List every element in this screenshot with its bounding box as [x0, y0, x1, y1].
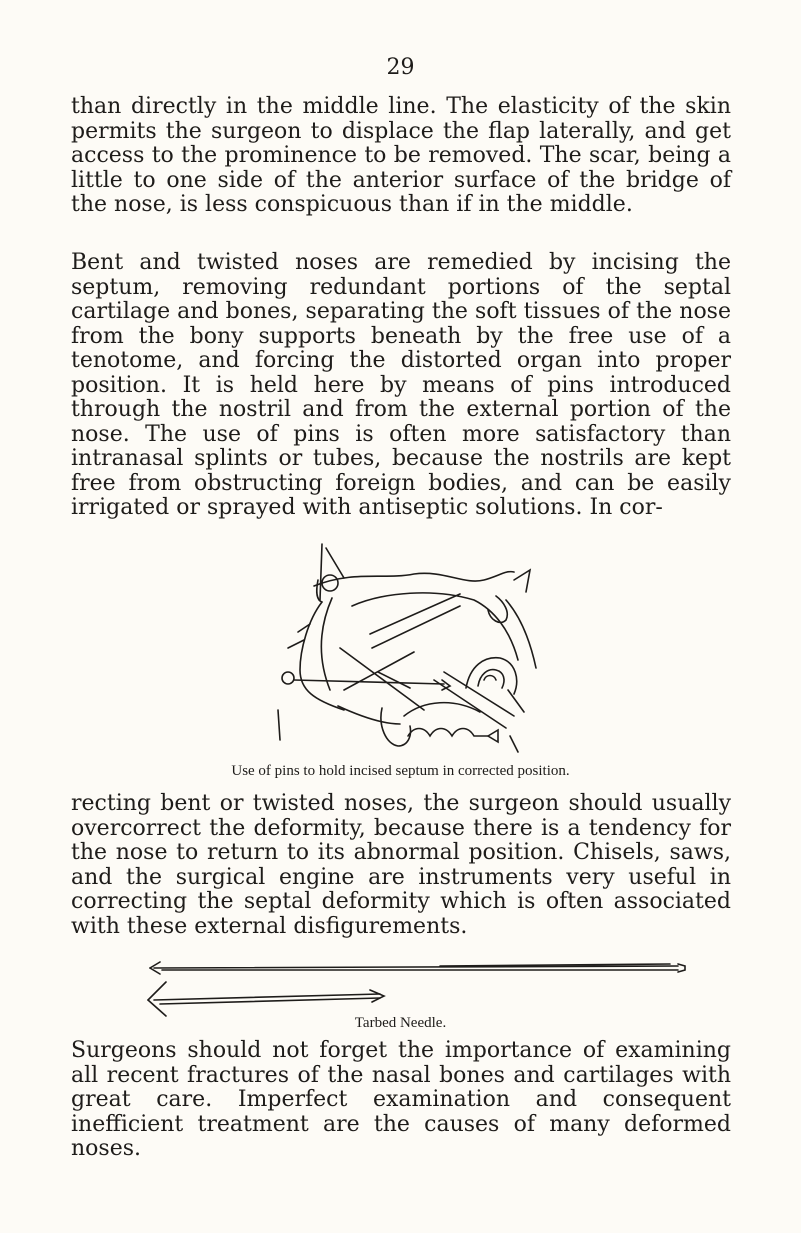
- paragraph-4: Surgeons should not forget the importance of examining all recent fractures of the nasal bones and cartilages with great care. Imperfect examination and consequent inefficient treatment are the causes of many deformed noses.: [71, 1038, 731, 1161]
- figure-caption-needle: Tarbed Needle.: [354, 1015, 447, 1031]
- paragraph-3: recting bent or twisted noses, the surgeon should usually overcorrect the deformity, because there is a tendency for the nose to return to its abnormal position. Chisels, saws, and the surgical engine are instruments very useful in correcting the septal deformity which is often associated with these external disfigurements.: [71, 791, 731, 939]
- page-number: 29: [386, 55, 415, 80]
- nose-septum-pins-illustration-icon: [274, 540, 554, 760]
- figure-caption-septum: Use of pins to hold incised septum in corrected position.: [231, 763, 570, 779]
- paragraph-1: than directly in the middle line. The elasticity of the skin permits the surgeon to displace the flap laterally, and get access to the prominence to be removed. The scar, being a little to one side of the anterior surface of the bridge of the nose, is less conspicuous than if in the middle.: [71, 94, 731, 217]
- paragraph-2: Bent and twisted noses are remedied by incising the septum, removing redundant portions of the septal cartilage and bones, separating the soft tissues of the nose from the bony supports beneath by the free use of a tenotome, and forcing the distorted organ into proper position. It is held here by means of pins introduced through the nostril and from the external portion of the nose. The use of pins is often more satisfactory than intranasal splints or tubes, because the nostrils are kept free from obstructing foreign bodies, and can be easily irrigated or sprayed with antiseptic solutions. In cor-: [71, 250, 731, 520]
